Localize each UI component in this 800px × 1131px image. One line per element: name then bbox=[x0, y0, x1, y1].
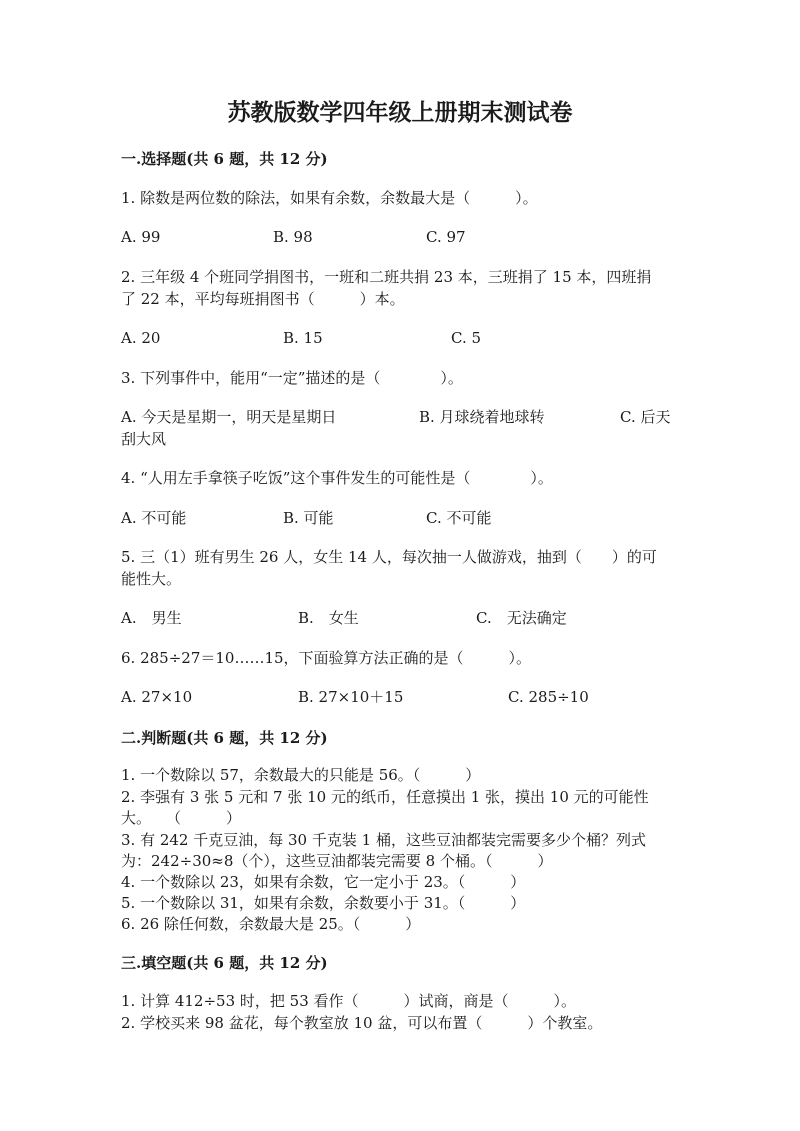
option-b: B. 月球绕着地球转 bbox=[419, 408, 545, 426]
option-b: B. 15 bbox=[283, 329, 323, 347]
judgment-line: 大。 （ ） bbox=[121, 809, 242, 827]
option-c: C. 285÷10 bbox=[508, 688, 589, 706]
option-c-continued: 刮大风 bbox=[121, 430, 167, 448]
option-a: A. 不可能 bbox=[121, 509, 187, 527]
option-b: B. 98 bbox=[273, 228, 313, 246]
page-title: 苏教版数学四年级上册期末测试卷 bbox=[227, 99, 573, 126]
option-c: C. 97 bbox=[426, 228, 466, 246]
question-text: 2. 三年级 4 个班同学捐图书，一班和二班共捐 23 本，三班捐了 15 本，四班捐 bbox=[121, 268, 652, 286]
judgment-line: 2. 李强有 3 张 5 元和 7 张 10 元的纸币，任意摸出 1 张，摸出 10 元的可能性 bbox=[121, 788, 649, 806]
option-b: B. 27×10＋15 bbox=[298, 688, 404, 706]
section-heading-judgment: 二.判断题(共 6 题，共 12 分) bbox=[121, 729, 328, 747]
question-text-continued: 能性大。 bbox=[121, 570, 182, 588]
judgment-line: 1. 一个数除以 57，余数最大的只能是 56。（ ） bbox=[121, 766, 481, 784]
judgment-line: 3. 有 242 千克豆油，每 30 千克装 1 桶，这些豆油都装完需要多少个桶？列式 bbox=[121, 831, 646, 849]
question-text: 5. 三（1）班有男生 26 人，女生 14 人，每次抽一人做游戏，抽到（ ）的可 bbox=[121, 548, 657, 566]
question-text: 1. 除数是两位数的除法，如果有余数，余数最大是（ ）。 bbox=[121, 189, 538, 207]
option-c: C. 不可能 bbox=[426, 509, 492, 527]
option-c: C. 5 bbox=[451, 329, 482, 347]
section-heading-choice: 一.选择题(共 6 题，共 12 分) bbox=[121, 150, 328, 168]
judgment-line: 4. 一个数除以 23，如果有余数，它一定小于 23。（ ） bbox=[121, 873, 526, 891]
option-a: A. 20 bbox=[121, 329, 161, 347]
option-b: B. 女生 bbox=[298, 609, 359, 627]
fill-blank-line: 1. 计算 412÷53 时，把 53 看作（ ）试商，商是（ ）。 bbox=[121, 992, 577, 1010]
option-a: A. 今天是星期一，明天是星期日 bbox=[121, 408, 337, 426]
option-a: A. 男生 bbox=[121, 609, 182, 627]
option-a: A. 27×10 bbox=[121, 688, 193, 706]
judgment-line: 5. 一个数除以 31，如果有余数，余数要小于 31。（ ） bbox=[121, 894, 526, 912]
section-heading-fill-blank: 三.填空题(共 6 题，共 12 分) bbox=[121, 954, 328, 972]
question-text-continued: 了 22 本，平均每班捐图书（ ）本。 bbox=[121, 290, 405, 308]
option-c: C. 后天 bbox=[620, 408, 671, 426]
option-c: C. 无法确定 bbox=[476, 609, 567, 627]
judgment-line: 6. 26 除任何数，余数最大是 25。（ ） bbox=[121, 915, 421, 933]
question-text: 4. “人用左手拿筷子吃饭”这个事件发生的可能性是（ ）。 bbox=[121, 469, 553, 487]
question-text: 6. 285÷27＝10……15，下面验算方法正确的是（ ）。 bbox=[121, 649, 532, 667]
option-a: A. 99 bbox=[121, 228, 161, 246]
judgment-line: 为：242÷30≈8（个），这些豆油都装完需要 8 个桶。（ ） bbox=[121, 852, 553, 870]
option-b: B. 可能 bbox=[283, 509, 334, 527]
question-text: 3. 下列事件中，能用“一定”描述的是（ ）。 bbox=[121, 369, 463, 387]
fill-blank-line: 2. 学校买来 98 盆花，每个教室放 10 盆，可以布置（ ）个教室。 bbox=[121, 1014, 603, 1032]
